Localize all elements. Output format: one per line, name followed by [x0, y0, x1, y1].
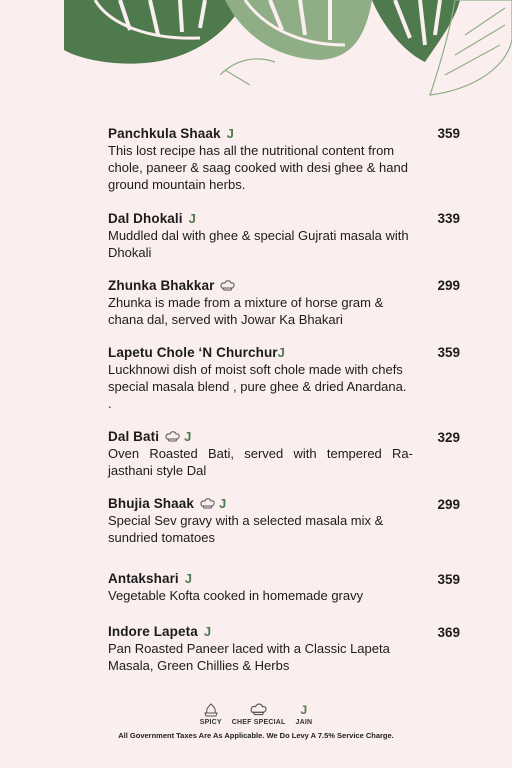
legend-label: JAIN — [295, 719, 313, 726]
jain-icon: J — [226, 125, 234, 141]
item-name: Indore Lapeta — [108, 623, 198, 639]
item-price: 329 — [437, 430, 460, 445]
legend-label: CHEF SPECIAL — [231, 719, 286, 726]
jain-icon: J — [300, 702, 308, 717]
legend-spicy — [200, 702, 222, 726]
item-name: Dal Bati — [108, 428, 160, 444]
jain-icon: J — [218, 495, 227, 511]
legend-chef-special — [232, 702, 286, 726]
item-name: Dal Dhokali — [108, 210, 183, 226]
item-description: Oven Roasted Bati, served with tempered Rajasthani style Dal — [108, 446, 413, 478]
menu-item — [108, 622, 478, 675]
leaf-decoration — [0, 0, 512, 100]
jain-icon: J — [184, 428, 192, 444]
menu-item — [108, 427, 478, 480]
legend-jain — [296, 702, 313, 726]
jain-icon: J — [184, 570, 193, 586]
chef-special-icon — [250, 703, 267, 716]
item-price: 359 — [437, 572, 460, 587]
item-description: Muddled dal with ghee & special Gujrati masala with Dhokali — [108, 228, 409, 260]
item-description: Special Sev gravy with a selected masala mix & sundried tomatoes — [108, 513, 384, 545]
menu-item — [108, 276, 478, 329]
menu-item — [108, 494, 478, 547]
item-description: This lost recipe has all the nutritional content from chole, paneer & saag cooked with desi ghee & hand ground mountain herbs. — [108, 143, 408, 192]
menu-item — [108, 124, 478, 193]
jain-icon: J — [203, 623, 212, 639]
chef-special-icon — [165, 431, 180, 442]
item-description: Zhunka is made from a mixture of horse gram & chana dal, served with Jowar Ka Bhakari — [108, 295, 384, 327]
item-price: 299 — [437, 497, 460, 512]
item-name: Bhujia Shaak — [108, 495, 194, 511]
item-price: 339 — [437, 211, 460, 226]
item-price: 359 — [437, 126, 460, 141]
item-name: Lapetu Chole ‘N Churchur — [108, 344, 278, 360]
item-description: Luckhnowi dish of moist soft chole made with chefs special masala blend , pure ghee & dried Anardana. . — [108, 362, 407, 411]
chef-special-icon — [200, 498, 215, 509]
item-description: Pan Roasted Paneer laced with a Classic Lapeta Masala, Green Chillies & Herbs — [108, 641, 390, 673]
item-price: 369 — [437, 625, 460, 640]
monstera-leaf-dark — [64, 0, 245, 64]
jain-icon: J — [277, 344, 285, 360]
chef-special-icon — [220, 280, 235, 291]
item-name: Antakshari — [108, 570, 179, 586]
monstera-leaf-dark-right — [372, 0, 460, 62]
menu-item — [108, 343, 478, 412]
menu-legend — [0, 702, 512, 726]
menu-item — [108, 209, 478, 262]
menu-item — [108, 569, 478, 605]
item-name: Panchkula Shaak — [108, 125, 221, 141]
tax-note: All Government Taxes Are As Applicable. We Do Levy A 7.5% Service Charge. — [118, 731, 394, 740]
monstera-leaf-mid — [225, 0, 372, 60]
legend-label: SPICY — [199, 719, 222, 726]
item-price: 299 — [437, 278, 460, 293]
item-price: 359 — [437, 345, 460, 360]
jain-icon: J — [188, 210, 196, 226]
spicy-icon — [203, 703, 219, 717]
item-description: Vegetable Kofta cooked in homemade gravy — [108, 588, 364, 603]
item-name: Zhunka Bhakkar — [108, 277, 215, 293]
